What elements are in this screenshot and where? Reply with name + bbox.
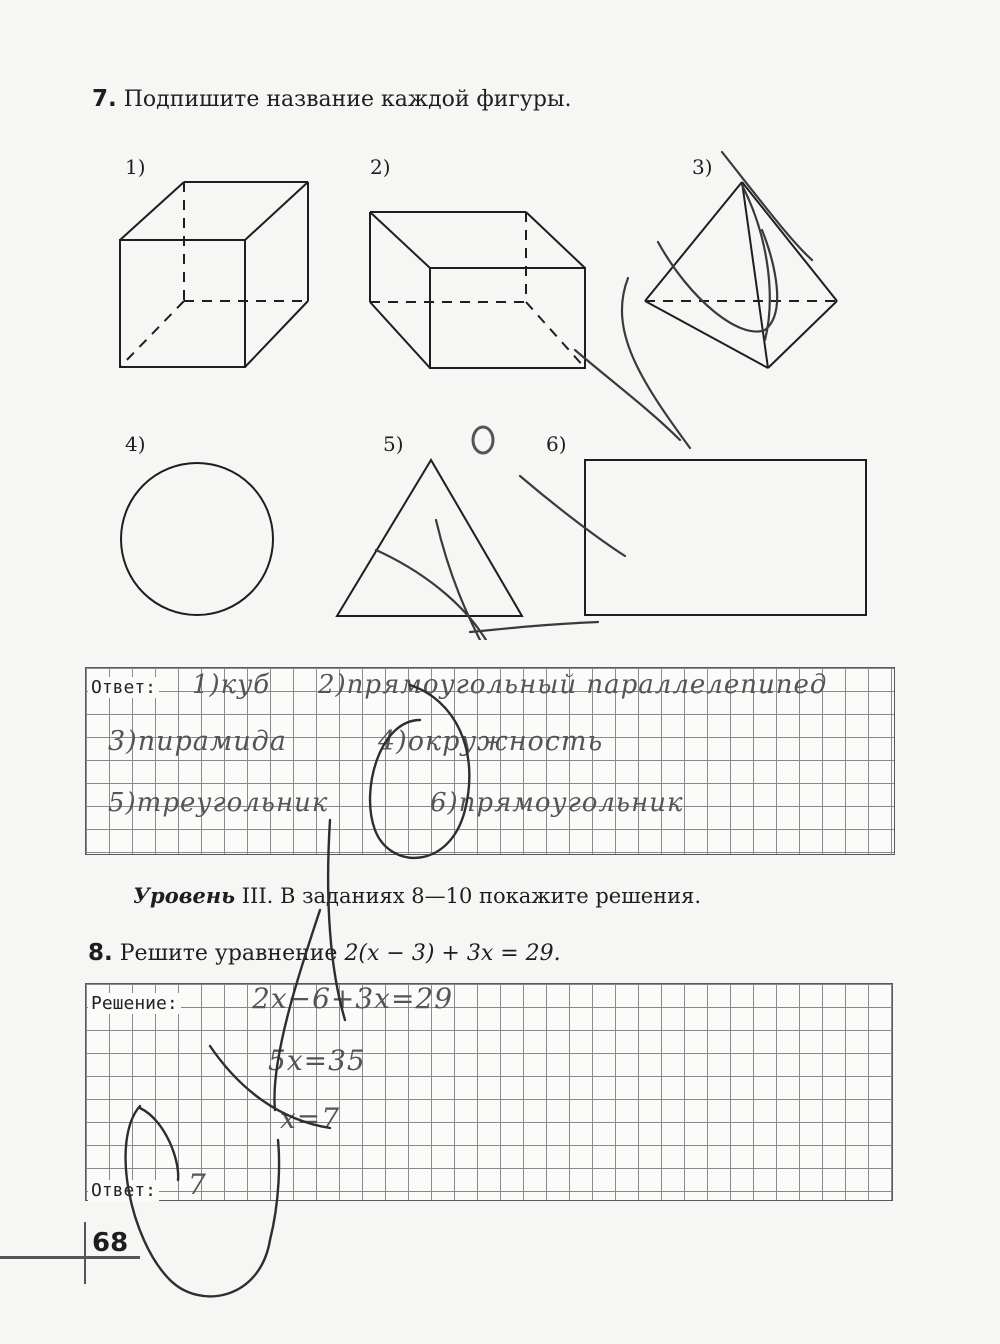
pencil-o-mark <box>473 427 493 453</box>
figure-label-5: 5) <box>383 432 404 456</box>
task-8-text: Решите уравнение <box>119 941 345 966</box>
answer-line-3: 3)пирамида <box>108 726 287 757</box>
answer-line-6: 6)прямоугольник <box>430 788 684 818</box>
answer-line-1: 1)куб <box>192 670 271 700</box>
rectangle-figure <box>585 460 866 615</box>
figure-label-3: 3) <box>692 155 713 179</box>
figures-drawing <box>0 0 1000 640</box>
answer-line-5: 5)треугольник <box>108 788 329 818</box>
task-8-number: 8. <box>88 940 113 966</box>
pencil-overlay <box>0 640 1000 1344</box>
figure-label-1: 1) <box>125 155 146 179</box>
figure-label-2: 2) <box>370 155 391 179</box>
solution-line-2: 5x=35 <box>268 1044 366 1077</box>
task-8-equation: 2(x − 3) + 3x = 29. <box>344 941 561 966</box>
circle-figure <box>121 463 273 615</box>
answer-line-4: 4)окружность <box>378 726 604 757</box>
pencil-scribbles <box>376 152 812 640</box>
cuboid-figure <box>370 212 585 368</box>
task-8-answer-value: 7 <box>188 1168 207 1201</box>
cube-figure <box>120 182 308 367</box>
page-number-divider <box>84 1222 86 1284</box>
task-7-text: Подпишите название каждой фигуры. <box>123 87 572 112</box>
triangle-figure <box>337 460 522 616</box>
pyramid-figure <box>645 182 837 368</box>
figure-label-4: 4) <box>125 432 146 456</box>
level-text: III. В заданиях 8—10 покажите решения. <box>235 884 702 908</box>
task-7-answer-label: Ответ: <box>88 677 159 698</box>
answer-line-2: 2)прямоугольный параллелепипед <box>318 670 828 700</box>
solution-line-3: x=7 <box>280 1102 341 1135</box>
solution-line-1: 2x−6+3x=29 <box>252 982 454 1015</box>
page-number: 68 <box>92 1228 129 1258</box>
task-8-answer-label: Ответ: <box>88 1180 159 1201</box>
level-word: Уровень <box>133 883 236 908</box>
task-7-number: 7. <box>92 86 117 112</box>
task-8-solution-label: Решение: <box>88 993 181 1014</box>
figure-label-6: 6) <box>546 432 567 456</box>
